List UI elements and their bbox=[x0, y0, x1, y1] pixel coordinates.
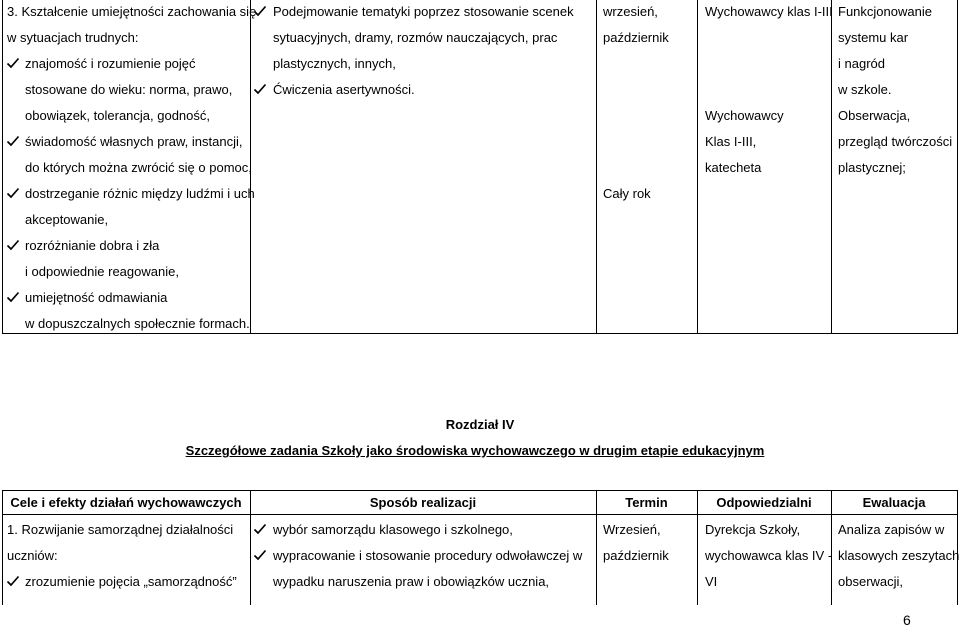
t1-c1-line-4: obowiązek, tolerancja, godność, bbox=[25, 108, 211, 123]
header-term: Termin bbox=[625, 495, 668, 510]
t1-c5-line-6: plastycznej; bbox=[838, 160, 906, 175]
header-goals: Cele i efekty działań wychowawczych bbox=[10, 495, 242, 510]
t1-c1-line-5: świadomość własnych praw, instancji, bbox=[25, 134, 243, 149]
table1-border-left bbox=[2, 0, 3, 333]
t1-c2-line-1: sytuacyjnych, dramy, rozmów nauczających, prac bbox=[273, 30, 558, 45]
t1-c4-line-3: katecheta bbox=[705, 160, 762, 175]
check-icon bbox=[6, 186, 20, 201]
t1-c1-line-3: stosowane do wieku: norma, prawo, bbox=[25, 82, 233, 97]
t1-c1-line-8: akceptowanie, bbox=[25, 212, 109, 227]
t1-c5-line-5: przegląd twórczości bbox=[838, 134, 953, 149]
t1-c1-line-2: znajomość i rozumienie pojęć bbox=[25, 56, 196, 71]
t2-c5-line-1: klasowych zeszytach bbox=[838, 548, 960, 563]
t2-c3-line-0: Wrzesień, bbox=[603, 522, 661, 537]
t1-c3-line-2: Cały rok bbox=[603, 186, 651, 201]
t1-c1-line-12: w dopuszczalnych społecznie formach. bbox=[25, 316, 250, 331]
t1-c5-line-0: Funkcjonowanie bbox=[838, 4, 932, 19]
check-icon bbox=[253, 82, 267, 97]
t1-c3-line-1: październik bbox=[603, 30, 669, 45]
t1-c1-line-1: w sytuacjach trudnych: bbox=[7, 30, 139, 45]
t2-c4-line-2: VI bbox=[705, 574, 718, 589]
t1-c2-line-3: Ćwiczenia asertywności. bbox=[273, 82, 415, 97]
check-icon bbox=[6, 238, 20, 253]
t2-c1-line-1: uczniów: bbox=[7, 548, 58, 563]
header-responsible: Odpowiedzialni bbox=[716, 495, 812, 510]
t2-c2-line-1: wypracowanie i stosowanie procedury odwoławczej w bbox=[273, 548, 583, 563]
check-icon bbox=[253, 4, 267, 19]
t2-c4-line-1: wychowawca klas IV - bbox=[705, 548, 833, 563]
check-icon bbox=[6, 574, 20, 589]
t1-c1-line-11: umiejętność odmawiania bbox=[25, 290, 168, 305]
t2-c5-line-2: obserwacji, bbox=[838, 574, 904, 589]
t1-c5-line-1: systemu kar bbox=[838, 30, 909, 45]
t1-c1-line-10: i odpowiednie reagowanie, bbox=[25, 264, 179, 279]
t1-c1-line-6: do których można zwrócić się o pomoc, bbox=[25, 160, 252, 175]
t1-c5-line-4: Obserwacja, bbox=[838, 108, 911, 123]
t1-c4-line-0: Wychowawcy klas I-III bbox=[705, 4, 833, 19]
check-icon bbox=[253, 548, 267, 563]
check-icon bbox=[6, 134, 20, 149]
header-evaluation: Ewaluacja bbox=[862, 495, 926, 510]
t1-c5-line-3: w szkole. bbox=[838, 82, 892, 97]
table1-border-bottom bbox=[2, 333, 958, 334]
t1-c1-line-9: rozróżnianie dobra i zła bbox=[25, 238, 160, 253]
t2-c1-line-0: 1. Rozwijanie samorządnej działalności bbox=[7, 522, 234, 537]
t2-c2-line-0: wybór samorządu klasowego i szkolnego, bbox=[273, 522, 513, 537]
header-method: Sposób realizacji bbox=[369, 495, 477, 510]
t2-c5-line-0: Analiza zapisów w bbox=[838, 522, 945, 537]
t1-c2-line-0: Podejmowanie tematyki poprzez stosowanie scenek bbox=[273, 4, 574, 19]
table2-border-top bbox=[2, 490, 958, 491]
check-icon bbox=[6, 290, 20, 305]
t1-c1-line-7: dostrzeganie różnic między ludźmi i uch bbox=[25, 186, 255, 201]
check-icon bbox=[253, 522, 267, 537]
table2-header-divider bbox=[2, 514, 958, 515]
table1-divider-3 bbox=[697, 0, 698, 333]
t1-c2-line-2: plastycznych, innych, bbox=[273, 56, 396, 71]
check-icon bbox=[6, 56, 20, 71]
t2-c4-line-0: Dyrekcja Szkoły, bbox=[705, 522, 801, 537]
t1-c3-line-0: wrzesień, bbox=[603, 4, 658, 19]
chapter-heading: Rozdział IV bbox=[445, 417, 515, 432]
table1-divider-2 bbox=[596, 0, 597, 333]
page-number: 6 bbox=[903, 612, 911, 628]
t1-c5-line-2: i nagród bbox=[838, 56, 885, 71]
table1-border-right bbox=[957, 0, 958, 333]
t2-c2-line-2: wypadku naruszenia praw i obowiązków ucznia, bbox=[273, 574, 550, 589]
t1-c4-line-2: Klas I-III, bbox=[705, 134, 757, 149]
t2-c3-line-1: październik bbox=[603, 548, 669, 563]
section-title: Szczegółowe zadania Szkoły jako środowiska wychowawczego w drugim etapie edukacyjnym bbox=[185, 443, 765, 458]
table1-divider-4 bbox=[831, 0, 832, 333]
t2-c1-line-2: zrozumienie pojęcia „samorządność” bbox=[25, 574, 237, 589]
t1-c4-line-1: Wychowawcy bbox=[705, 108, 784, 123]
t1-c1-line-0: 3. Kształcenie umiejętności zachowania się bbox=[7, 4, 257, 19]
